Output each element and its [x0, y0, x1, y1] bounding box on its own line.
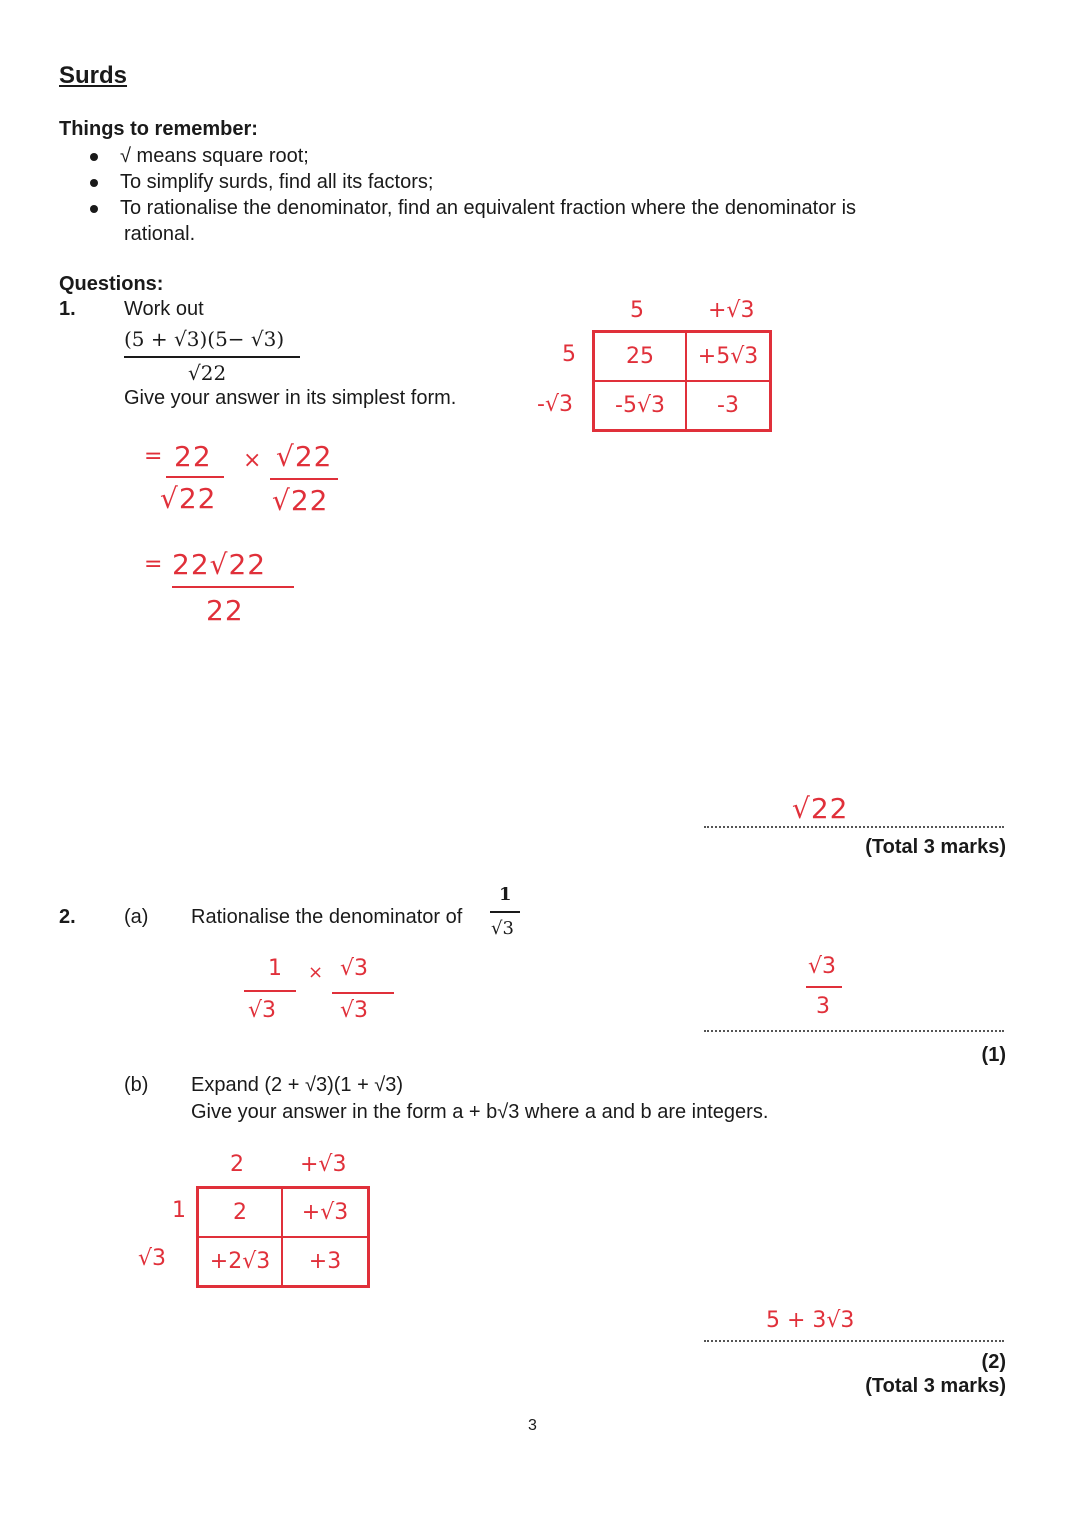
q1-grid-row-header: 5: [562, 342, 576, 367]
q2b-answer-line[interactable]: [704, 1340, 1004, 1342]
q1-work-equals: =: [144, 552, 164, 577]
q2b-label: (b): [124, 1074, 149, 1096]
bullet-dot-icon: [90, 179, 98, 187]
q1-answer: √22: [792, 792, 849, 825]
grid-cell: +2√3: [198, 1237, 282, 1286]
grid-cell: 25: [594, 332, 686, 381]
q2b-instruction: Give your answer in the form a + b√3 where a and b are integers.: [191, 1101, 769, 1123]
bullet-item: To rationalise the denominator, find an equivalent fraction where the denominator is: [90, 197, 856, 220]
q2b-grid-col-header: 2: [230, 1152, 244, 1177]
q2a-work-bar1: [244, 990, 296, 992]
q1-work-den3: 22: [206, 594, 244, 627]
q1-total-marks: (Total 3 marks): [865, 836, 1006, 858]
q1-answer-line[interactable]: [704, 826, 1004, 828]
grid-cell: -5√3: [594, 381, 686, 430]
q1-instruction: Give your answer in its simplest form.: [124, 387, 457, 409]
q2b-prompt: Expand (2 + √3)(1 + √3): [191, 1074, 404, 1096]
q1-work-den2: √22: [272, 484, 329, 517]
q1-work-bar3: [172, 586, 294, 588]
q1-numerator: (5 + √3)(5− √3): [124, 327, 285, 351]
bullet-dot-icon: [90, 205, 98, 213]
q1-work-num3: 22√22: [172, 548, 267, 581]
remember-heading: Things to remember:: [59, 118, 258, 140]
q1-expansion-grid: [592, 330, 772, 432]
q2a-work-times: ×: [308, 962, 324, 983]
bullet-continuation: rational.: [124, 223, 196, 245]
page-title: Surds: [59, 62, 128, 89]
q2-number: 2.: [59, 906, 76, 928]
q2a-work-num2: √3: [340, 956, 369, 981]
grid-cell: +√3: [282, 1188, 368, 1237]
q2a-work-den1: √3: [248, 998, 277, 1023]
q2b-marks: (2): [981, 1351, 1006, 1373]
q2b-answer: 5 + 3√3: [766, 1308, 855, 1333]
q2a-marks: (1): [981, 1044, 1006, 1066]
q1-grid-row-header: -√3: [537, 392, 573, 417]
q2a-work-bar2: [332, 992, 394, 994]
q2a-answer-numerator: √3: [808, 954, 837, 979]
q2b-expansion-grid: [196, 1186, 370, 1288]
bullet-item: To simplify surds, find all its factors;: [90, 171, 433, 194]
q2a-label: (a): [124, 906, 149, 928]
q2a-frac-bar: [490, 911, 520, 913]
q1-work-bar2: [270, 478, 338, 480]
questions-heading: Questions:: [59, 273, 164, 295]
grid-cell: 2: [198, 1188, 282, 1237]
q1-prompt: Work out: [124, 298, 204, 320]
q2-total-marks: (Total 3 marks): [865, 1375, 1006, 1397]
q1-grid-col-header: +√3: [708, 298, 755, 323]
q2a-frac-numerator: 1: [499, 884, 512, 905]
q1-fraction-bar: [124, 356, 300, 358]
q2a-frac-denominator: √3: [491, 918, 514, 939]
q1-work-times: ×: [243, 448, 262, 473]
q1-work-bar1: [166, 476, 224, 478]
q1-work-equals: =: [144, 444, 164, 469]
q2a-prompt: Rationalise the denominator of: [191, 906, 463, 928]
bullet-dot-icon: [90, 153, 98, 161]
q1-work-num2: √22: [276, 440, 333, 473]
q2a-answer-line[interactable]: [704, 1030, 1004, 1032]
q1-work-num1: 22: [174, 440, 212, 473]
q1-denominator: √22: [188, 361, 227, 385]
q2a-answer-bar: [806, 986, 842, 988]
grid-cell: +5√3: [686, 332, 770, 381]
q2b-grid-row-header: 1: [172, 1198, 186, 1223]
q2a-work-den2: √3: [340, 998, 369, 1023]
q1-work-den1: √22: [160, 482, 217, 515]
bullet-item: √ means square root;: [90, 145, 309, 168]
q2b-grid-col-header: +√3: [300, 1152, 347, 1177]
q1-grid-col-header: 5: [630, 298, 644, 323]
q2a-answer-denominator: 3: [816, 994, 830, 1019]
q2b-grid-row-header: √3: [138, 1246, 167, 1271]
grid-cell: +3: [282, 1237, 368, 1286]
grid-cell: -3: [686, 381, 770, 430]
page-number: 3: [528, 1417, 537, 1434]
q1-number: 1.: [59, 298, 76, 320]
q2a-work-num1: 1: [268, 956, 282, 981]
